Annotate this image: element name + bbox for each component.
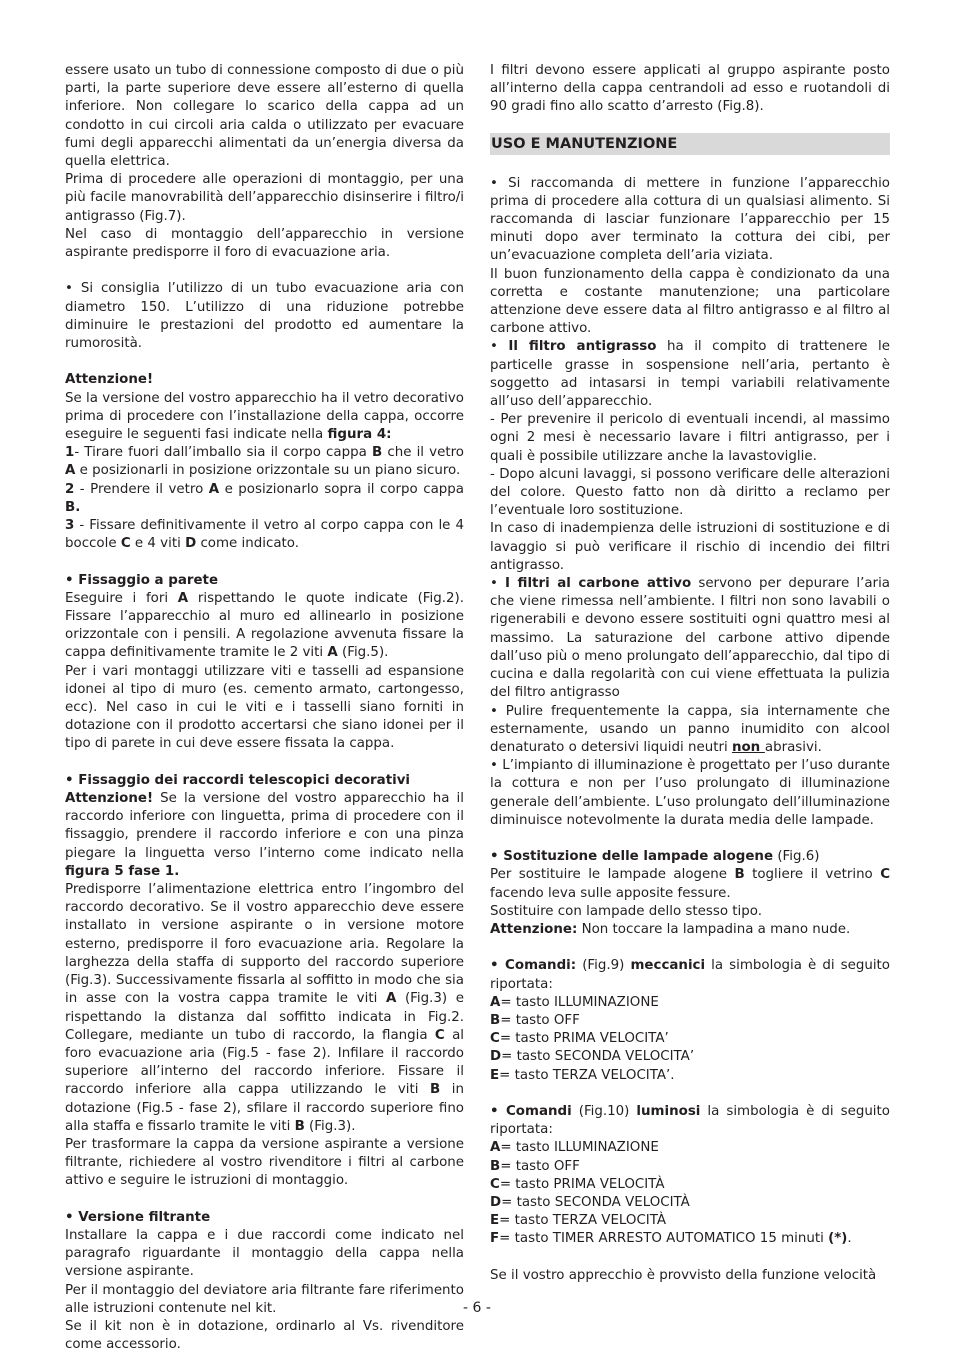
page-number: - 6 - — [463, 1300, 491, 1316]
paragraph: Eseguire i fori A rispettando le quote indicate (Fig.2). Fissare l’apparecchio al muro ed allinearlo in posizione orizzontale con i pensili. A regolazione avvenuta fissare la cappa definitivamente tramite le 2 viti A (Fig.5). — [65, 590, 464, 661]
list-item: C= tasto PRIMA VELOCITÀ — [490, 1176, 665, 1192]
paragraph: • L’impianto di illuminazione è progettato per l’uso durante la cottura e non per l’uso prolungato di illuminazione generale dell’ambiente. L’uso prolungato dell’illuminazione diminuisce notevolmente la durata media delle lampade. — [490, 758, 890, 828]
paragraph: Se il vostro apprecchio è provvisto della funzione velocità — [490, 1267, 877, 1283]
paragraph: Per trasformare la cappa da versione aspirante a versione filtrante, richiedere al vostro rivenditore i filtri al carbone attivo e seguire le istruzioni di montaggio. — [65, 1136, 464, 1189]
paragraph: Nel caso di montaggio dell’apparecchio in versione aspirante predisporre il foro di evacuazione aria. — [65, 226, 464, 261]
attention-heading: Attenzione! — [65, 372, 154, 388]
subheading-wall-mounting: • Fissaggio a parete — [65, 572, 219, 588]
right-column — [490, 62, 890, 1285]
paragraph: • Si consiglia l’utilizzo di un tubo evacuazione aria con diametro 150. L’utilizzo di una riduzione potrebbe diminuire le prestazioni del prodotto ed aumentare la rumorosità. — [65, 281, 464, 352]
paragraph: Predisporre l’alimentazione elettrica entro l’ingombro del raccordo decorativo. Se il vostro apparecchio deve essere installato in versione aspirante o in versione motore esterno, predisporre il foro evacuazione aria. Regolare la larghezza della staffa di supporto del raccordo superiore (Fig.3). Successivamente fissarla al soffitto in modo che sia in asse con la vostra cappa tramite le viti A (Fig.3) e rispettando la distanza dal soffitto indicata in Fig.2. Collegare, mediante un tubo di raccordo, la flangia C al foro evacuazione aria (Fig.5 - fase 2). Infilare il raccordo superiore all’interno del raccordo inferiore. Fissare il raccordo inferiore alla cappa utilizzando le viti B in dotazione (Fig.5 - fase 2), sfilare il raccordo superiore fino alla staffa e fissarlo tramite le viti B (Fig.3). — [65, 882, 464, 1134]
paragraph: Installare la cappa e i due raccordi come indicato nel paragrafo riguardante il montaggio della cappa nella versione aspirante. — [65, 1227, 464, 1280]
paragraph: essere usato un tubo di connessione composto di due o più parti, la parte superiore deve essere all’esterno di quella inferiore. Non collegare lo scarico della cappa ad un condotto in cui circoli aria calda o utilizzato per evacuare fumi degli apparecchi alimentati da un’energia diversa da quella elettrica. — [65, 63, 464, 170]
paragraph: I filtri devono essere applicati al gruppo aspirante posto all’interno della cappa centrandoli ad esso e ruotandoli di 90 gradi fino allo scatto d’arresto (Fig.8). — [490, 63, 890, 115]
subheading-lamp-replacement: • Sostituzione delle lampade alogene (Fig.6) — [490, 849, 820, 865]
list-item: A= tasto ILLUMINAZIONE — [490, 1140, 659, 1156]
subheading-mechanical-controls: • Comandi: (Fig.9) meccanici la simbologia è di seguito riportata: — [490, 958, 890, 992]
list-item: B= tasto OFF — [490, 1012, 580, 1028]
list-item: B= tasto OFF — [490, 1158, 580, 1174]
list-item: F= tasto TIMER ARRESTO AUTOMATICO 15 minuti (*). — [490, 1231, 852, 1247]
step-2: 2 - Prendere il vetro A e posizionarlo sopra il corpo cappa B. — [65, 481, 464, 515]
paragraph: - Per prevenire il pericolo di eventuali incendi, al massimo ogni 2 mesi è necessario lavare i filtri antigrasso, per i quali è possibile utilizzare anche la lavastoviglie. — [490, 412, 890, 464]
paragraph: Per sostituire le lampade alogene B togliere il vetrino C facendo leva sulle apposite fessure. — [490, 867, 891, 901]
paragraph: Attenzione: Non toccare la lampadina a mano nude. — [490, 921, 851, 937]
step-1: 1- Tirare fuori dall’imballo sia il corpo cappa B che il vetro A e posizionarli in posizione orizzontale su un piano sicuro. — [65, 445, 464, 479]
list-item: A= tasto ILLUMINAZIONE — [490, 994, 659, 1010]
paragraph: - Dopo alcuni lavaggi, si possono verificare delle alterazioni del colore. Questo fatto non dà diritto a reclamo per l’eventuale loro sostituzione. — [490, 466, 890, 519]
subheading-telescopic-fittings: • Fissaggio dei raccordi telescopici decorativi — [65, 772, 411, 788]
list-item: C= tasto PRIMA VELOCITA’ — [490, 1031, 669, 1047]
paragraph: Prima di procedere alle operazioni di montaggio, per una più facile manovrabilità dell’apparecchio disinserire i filtro/i antigrasso (Fig.7). — [65, 172, 464, 224]
paragraph: Attenzione! Se la versione del vostro apparecchio ha il raccordo inferiore con linguetta, prima di procedere con il fissaggio, prendere il raccordo inferiore e con una pinza piegare la linguetta verso l’interno come indicato nella figura 5 fase 1. — [65, 791, 464, 879]
paragraph: • Pulire frequentemente la cappa, sia internamente che esternamente, usando un panno inumidito con alcool denaturato o detersivi liquidi neutri non abrasivi. — [490, 703, 890, 755]
paragraph: In caso di inadempienza delle istruzioni di sostituzione e di lavaggio si può verificare il rischio di incendio dei filtri antigrasso. — [490, 521, 890, 573]
subheading-filter-version: • Versione filtrante — [65, 1209, 211, 1225]
paragraph: Per il montaggio del deviatore aria filtrante fare riferimento alle istruzioni contenute nel kit. — [65, 1282, 464, 1316]
paragraph: • I filtri al carbone attivo servono per depurare l’aria che viene rimessa nell’ambiente. I filtri non sono lavabili o rigenerabili e devono essere sostituiti ogni quattro mesi al massimo. La saturazione del carbone attivo dipende dall’uso più o meno prolungato dell’apparecchio, dal tipo di cucina e dalla regolarità con cui viene effettuata la pulizia del filtro antigrasso — [490, 576, 890, 701]
subheading-luminous-controls: • Comandi (Fig.10) luminosi la simbologia è di seguito riportata: — [490, 1103, 890, 1138]
left-column — [65, 62, 464, 1354]
list-item: D= tasto SECONDA VELOCITA’ — [490, 1049, 695, 1065]
paragraph: Se la versione del vostro apparecchio ha il vetro decorativo prima di procedere con l’installazione della cappa, occorre eseguire le seguenti fasi indicate nella figura 4: — [65, 390, 464, 443]
list-item: E= tasto TERZA VELOCITÀ — [490, 1213, 667, 1229]
list-item: E= tasto TERZA VELOCITA’. — [490, 1067, 675, 1083]
paragraph: Il buon funzionamento della cappa è condizionato da una corretta e costante manutenzione; una particolare attenzione deve essere data al filtro antigrasso e al filtro al carbone attivo. — [490, 266, 890, 337]
paragraph: Sostituire con lampade dello stesso tipo. — [490, 903, 762, 919]
paragraph: Per i vari montaggi utilizzare viti e tasselli ad espansione idonei al tipo di muro (es. cemento armato, cartongesso, ecc). Nel caso in cui le viti e i tasselli siano forniti in dotazione con il prodotto accertarsi che siano idonei per il tipo di parete in cui deve essere fissata la cappa. — [65, 663, 464, 752]
list-item: D= tasto SECONDA VELOCITÀ — [490, 1194, 690, 1210]
paragraph: • Il filtro antigrasso ha il compito di trattenere le particelle grasse in sospensione nell’aria, pertanto è soggetto ad intasarsi in tempi variabili relativamente all’uso dell’apparecchio. — [490, 339, 891, 410]
paragraph: • Si raccomanda di mettere in funzione l’apparecchio prima di procedere alla cottura di un qualsiasi alimento. Si raccomanda di lasciar funzionare l’apparecchio per 15 minuti dopo aver terminato la cottura dei cibi, per un’evacuazione completa dell’aria viziata. — [490, 175, 890, 264]
section-heading: USO E MANUTENZIONE — [490, 133, 890, 155]
step-3: 3 - Fissare definitivamente il vetro al corpo cappa con le 4 boccole C e 4 viti D come indicato. — [65, 518, 464, 552]
paragraph: Se il kit non è in dotazione, ordinarlo al Vs. rivenditore come accessorio. — [65, 1318, 464, 1353]
